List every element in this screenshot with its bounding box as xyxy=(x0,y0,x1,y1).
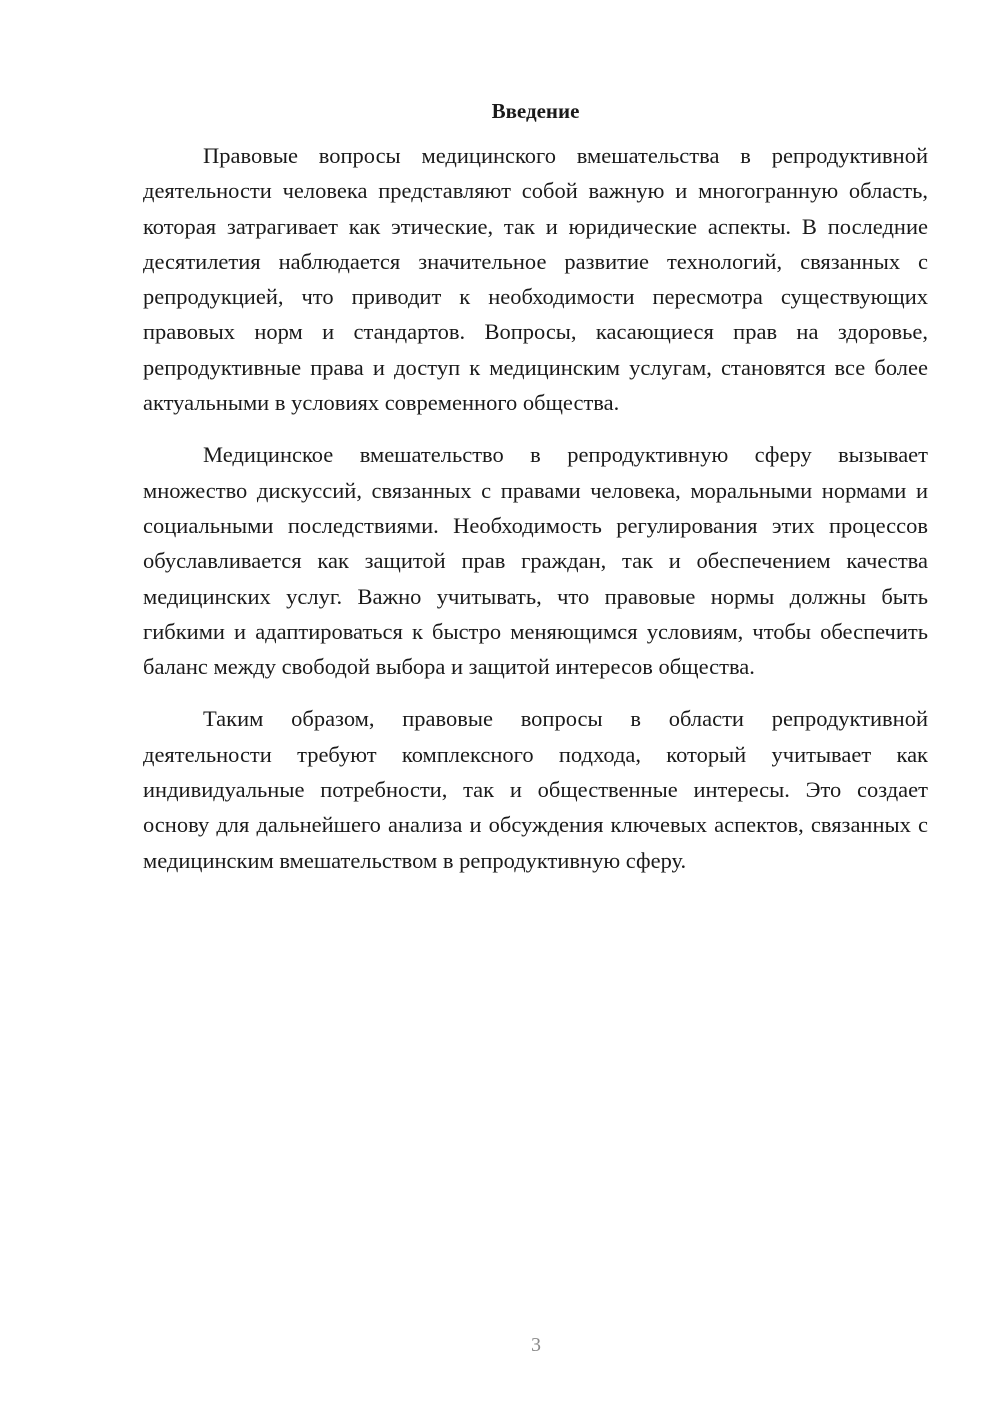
section-title: Введение xyxy=(491,99,580,123)
paragraph-1: Правовые вопросы медицинского вмешательства в репродуктивной деятельности человека представляют собой важную и многогранную область, которая затрагивает как этические, так и юридические аспекты. В последние десятилетия наблюдается значительное развитие технологий, связанных с репродукцией, что приводит к необходимости пересмотра существующих правовых норм и стандартов. Вопросы, касающиеся прав на здоровье, репродуктивные права и доступ к медицинским услугам, становятся все более актуальными в условиях современного общества. xyxy=(143,143,928,416)
paragraph-2: Медицинское вмешательство в репродуктивную сферу вызывает множество дискуссий, связанных с правами человека, моральными нормами и социальными последствиями. Необходимость регулирования этих процессов обуславливается как защитой прав граждан, так и обеспечением качества медицинских услуг. Важно учитывать, что правовые нормы должны быть гибкими и адаптироваться к быстро меняющимся условиям, чтобы обеспечить баланс между свободой выбора и защитой интересов общества. xyxy=(143,442,928,680)
page-content xyxy=(143,96,928,895)
paragraph-3: Таким образом, правовые вопросы в области репродуктивной деятельности требуют комплексного подхода, который учитывает как индивидуальные потребности, так и общественные интересы. Это создает основу для дальнейшего анализа и обсуждения ключевых аспектов, связанных с медицинским вмешательством в репродуктивную сферу. xyxy=(143,706,928,873)
page-number: 3 xyxy=(531,1334,541,1356)
